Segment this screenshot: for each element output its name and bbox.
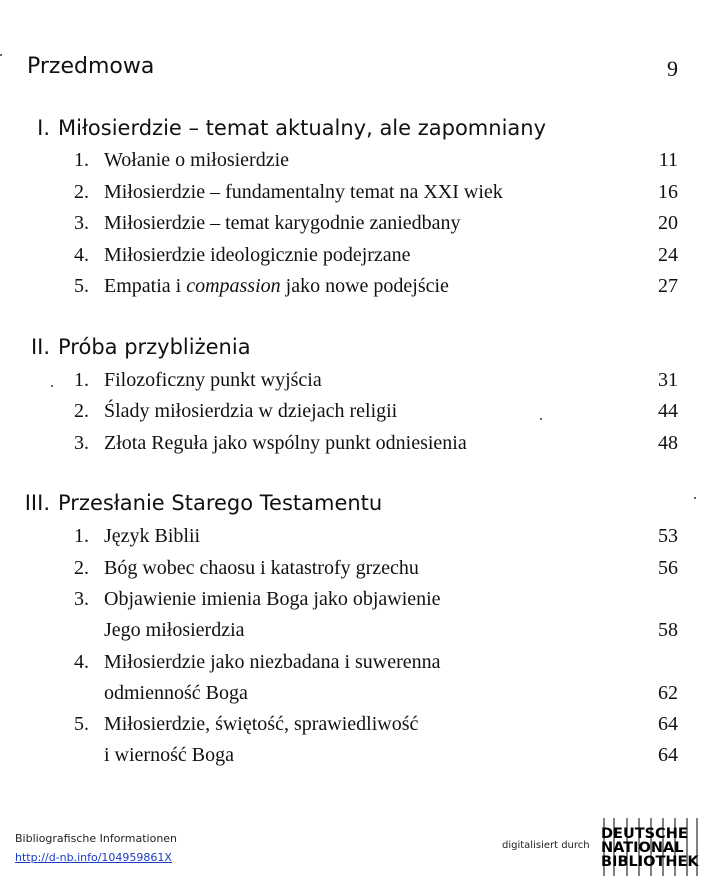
toc-entry xyxy=(0,584,713,646)
chapter-numeral: I. xyxy=(37,116,50,140)
entry-page-number: 56 xyxy=(658,557,678,579)
entry-number: 1. xyxy=(74,369,89,391)
entry-title-continued: odmienność Boga xyxy=(104,682,248,704)
chapter-title: Miłosierdzie – temat aktualny, ale zapomniany xyxy=(58,116,547,140)
entry-title-part: Empatia i xyxy=(104,275,187,297)
entry-number: 2. xyxy=(74,181,89,203)
toc-entry xyxy=(0,177,713,208)
chapter-2-heading xyxy=(20,335,251,359)
chapter-3-heading xyxy=(20,491,382,515)
entry-title: Język Biblii xyxy=(104,525,201,547)
entry-number: 4. xyxy=(74,651,89,673)
scan-speck xyxy=(0,54,2,56)
entry-page-number: 20 xyxy=(658,212,678,234)
toc-entry xyxy=(0,208,713,239)
toc-entry xyxy=(0,709,713,771)
scan-speck xyxy=(694,497,696,499)
entry-page-number: 44 xyxy=(658,400,678,422)
entry-number: 3. xyxy=(74,588,89,610)
entry-title: Złota Reguła jako wspólny punkt odniesienia xyxy=(104,432,467,454)
toc-entry xyxy=(0,521,713,552)
dnb-logo-line-2: NATIONAL xyxy=(601,840,684,856)
toc-entry xyxy=(0,553,713,584)
bibliographic-info-label: Bibliografische Informationen xyxy=(15,832,178,845)
preface-title: Przedmowa xyxy=(27,54,155,79)
preface-page-number: 9 xyxy=(667,56,678,81)
entry-page-number: 64 xyxy=(658,713,678,735)
entry-page-number: 53 xyxy=(658,525,678,547)
digitized-by-label: digitalisiert durch xyxy=(502,840,590,851)
dnb-logo-line-1: DEUTSCHE xyxy=(601,826,688,842)
entry-title: Miłosierdzie jako niezbadana i suwerenna xyxy=(104,651,441,673)
entry-title: Miłosierdzie – fundamentalny temat na XXI wiek xyxy=(104,181,503,203)
entry-title: Miłosierdzie – temat karygodnie zaniedbany xyxy=(104,212,461,234)
chapter-title: Próba przybliżenia xyxy=(58,335,251,359)
entry-title-part: jako nowe podejście xyxy=(280,275,449,297)
entry-page-number: 62 xyxy=(658,682,678,704)
chapter-1-heading xyxy=(20,116,546,140)
entry-number: 5. xyxy=(74,713,89,735)
entry-title-continued: i wierność Boga xyxy=(104,744,234,766)
entry-number: 2. xyxy=(74,400,89,422)
scan-speck xyxy=(540,418,542,420)
toc-entry xyxy=(0,428,713,459)
entry-title: Ślady miłosierdzia w dziejach religii xyxy=(104,400,398,422)
chapter-title: Przesłanie Starego Testamentu xyxy=(58,491,383,515)
entry-number: 4. xyxy=(74,244,89,266)
dnb-logo xyxy=(600,818,700,876)
entry-title: Miłosierdzie, świętość, sprawiedliwość xyxy=(104,713,419,735)
entry-page-number: 11 xyxy=(658,149,678,171)
entry-page-number: 27 xyxy=(658,275,678,297)
entry-title: Miłosierdzie ideologicznie podejrzane xyxy=(104,244,411,266)
entry-page-number: 16 xyxy=(658,181,678,203)
entry-page-number: 48 xyxy=(658,432,678,454)
entry-page-number: 58 xyxy=(658,619,678,641)
entry-number: 1. xyxy=(74,525,89,547)
toc-entry xyxy=(0,647,713,709)
chapter-numeral: II. xyxy=(30,335,50,359)
scan-speck xyxy=(51,385,53,387)
toc-entry xyxy=(0,240,713,271)
entry-title: Wołanie o miłosierdzie xyxy=(104,149,289,171)
entry-number: 1. xyxy=(74,149,89,171)
entry-page-number: 24 xyxy=(658,244,678,266)
entry-title: Filozoficzny punkt wyjścia xyxy=(104,369,322,391)
entry-number: 3. xyxy=(74,212,89,234)
entry-title-italic: compassion xyxy=(186,275,281,297)
entry-title: Objawienie imienia Boga jako objawienie xyxy=(104,588,441,610)
entry-number: 3. xyxy=(74,432,89,454)
entry-title: Bóg wobec chaosu i katastrofy grzechu xyxy=(104,557,419,579)
bibliographic-info-link[interactable]: http://d-nb.info/104959861X xyxy=(15,851,172,864)
toc-entry xyxy=(0,145,713,176)
entry-page-number: 64 xyxy=(658,744,678,766)
entry-title-continued: Jego miłosierdzia xyxy=(104,619,245,641)
entry-title xyxy=(104,271,449,302)
toc-entry xyxy=(0,396,713,427)
chapter-numeral: III. xyxy=(24,491,50,515)
entry-number: 2. xyxy=(74,557,89,579)
entry-number: 5. xyxy=(74,275,89,297)
toc-entry xyxy=(0,365,713,396)
toc-entry xyxy=(0,271,713,302)
dnb-logo-line-3: BIBLIOTHEK xyxy=(601,854,699,870)
entry-page-number: 31 xyxy=(658,369,678,391)
